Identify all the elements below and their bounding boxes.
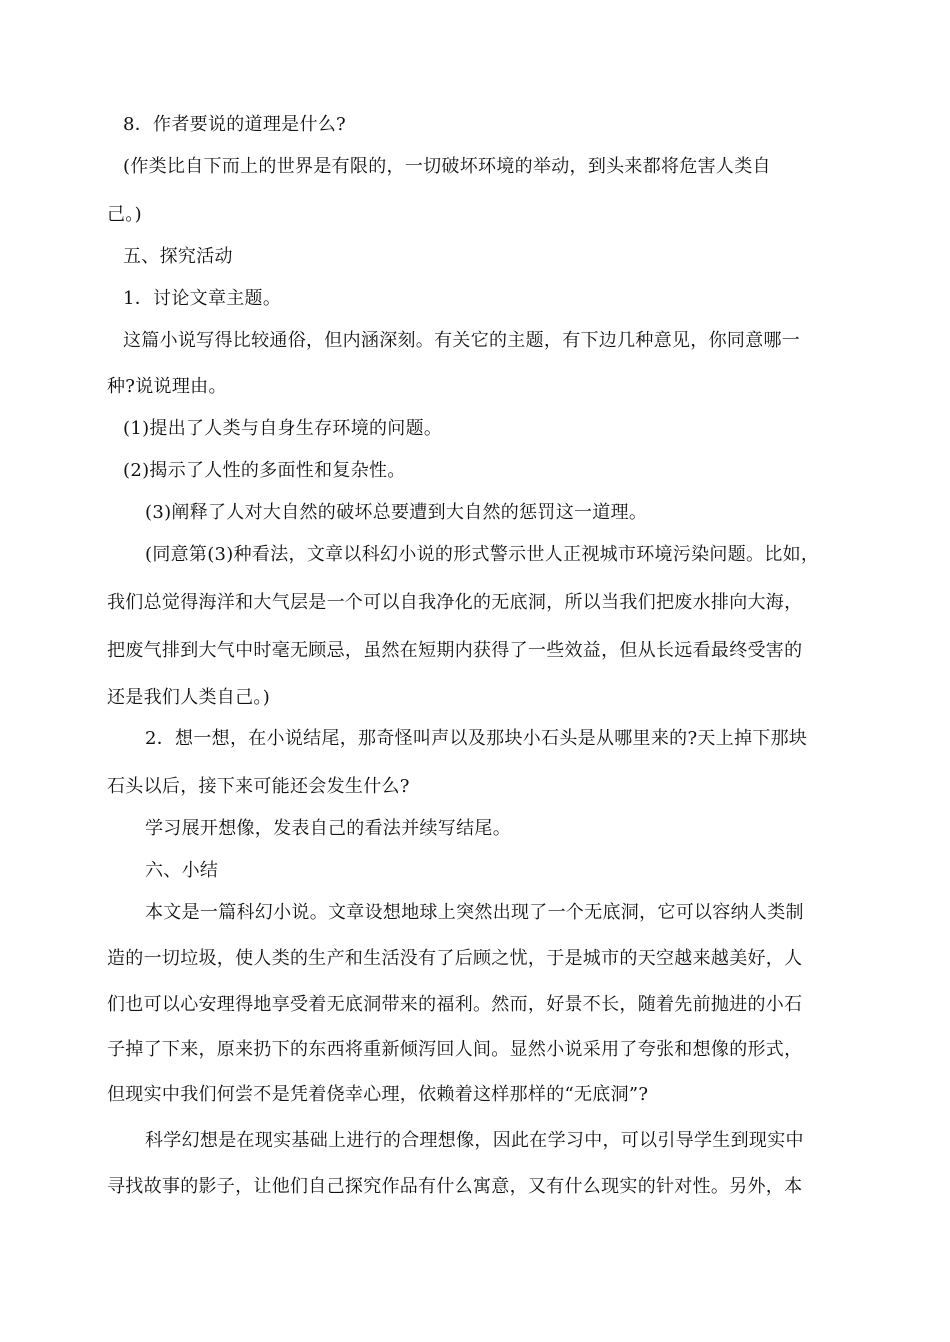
summary-line-4: 子掉了下来，原来扔下的东西将重新倾泻回人间。显然小说采用了夸张和想像的形式， bbox=[107, 1039, 803, 1060]
summary-line-1: 本文是一篇科幻小说。文章设想地球上突然出现了一个无底洞，它可以容纳人类制 bbox=[145, 902, 804, 923]
item-1-heading: 1．讨论文章主题。 bbox=[123, 288, 282, 309]
summary-line-2: 造的一切垃圾，使人类的生产和生活没有了后顾之忧，于是城市的天空越来越美好，人 bbox=[107, 948, 803, 969]
item-2-line-1: 2．想一想，在小说结尾，那奇怪叫声以及那块小石头是从哪里来的?天上掉下那块 bbox=[145, 728, 808, 749]
answer-theme-line-2: 我们总觉得海洋和大气层是一个可以自我净化的无底洞，所以当我们把废水排向大海， bbox=[107, 592, 803, 613]
science-fantasy-line-2: 寻找故事的影子，让他们自己探究作品有什么寓意，又有什么现实的针对性。另外，本 bbox=[107, 1176, 803, 1197]
answer-theme-line-1: (同意第(3)种看法，文章以科幻小说的形式警示世人正视城市环境污染问题。比如， bbox=[145, 544, 820, 565]
summary-line-3: 们也可以心安理得地享受着无底洞带来的福利。然而，好景不长，随着先前抛进的小石 bbox=[107, 994, 803, 1015]
option-3: (3)阐释了人对大自然的破坏总要遭到大自然的惩罚这一道理。 bbox=[145, 502, 648, 523]
summary-line-5: 但现实中我们何尝不是凭着侥幸心理，依赖着这样那样的“无底洞”? bbox=[107, 1084, 649, 1105]
option-2: (2)揭示了人性的多面性和复杂性。 bbox=[123, 460, 406, 481]
answer-theme-line-3: 把废气排到大气中时毫无顾忌，虽然在短期内获得了一些效益，但从长远看最终受害的 bbox=[107, 640, 803, 661]
answer-8-line-1: (作类比自下而上的世界是有限的，一切破坏环境的举动，到头来都将危害人类自 bbox=[123, 156, 771, 177]
paragraph-theme-line-2: 种?说说理由。 bbox=[107, 376, 227, 397]
question-8: 8．作者要说的道理是什么? bbox=[123, 114, 347, 135]
item-2-line-2: 石头以后，接下来可能还会发生什么? bbox=[107, 776, 410, 797]
answer-8-line-2: 己。) bbox=[107, 204, 142, 225]
answer-theme-line-4: 还是我们人类自己。) bbox=[107, 687, 271, 708]
option-1: (1)提出了人类与自身生存环境的问题。 bbox=[123, 418, 443, 439]
science-fantasy-line-1: 科学幻想是在现实基础上进行的合理想像，因此在学习中，可以引导学生到现实中 bbox=[145, 1130, 804, 1151]
paragraph-theme-line-1: 这篇小说写得比较通俗，但内涵深刻。有关它的主题，有下边几种意见，你同意哪一 bbox=[123, 330, 801, 351]
item-2-instruction: 学习展开想像，发表自己的看法并续写结尾。 bbox=[145, 818, 511, 839]
section-heading-6: 六、小结 bbox=[145, 860, 219, 881]
section-heading-5: 五、探究活动 bbox=[123, 246, 233, 267]
